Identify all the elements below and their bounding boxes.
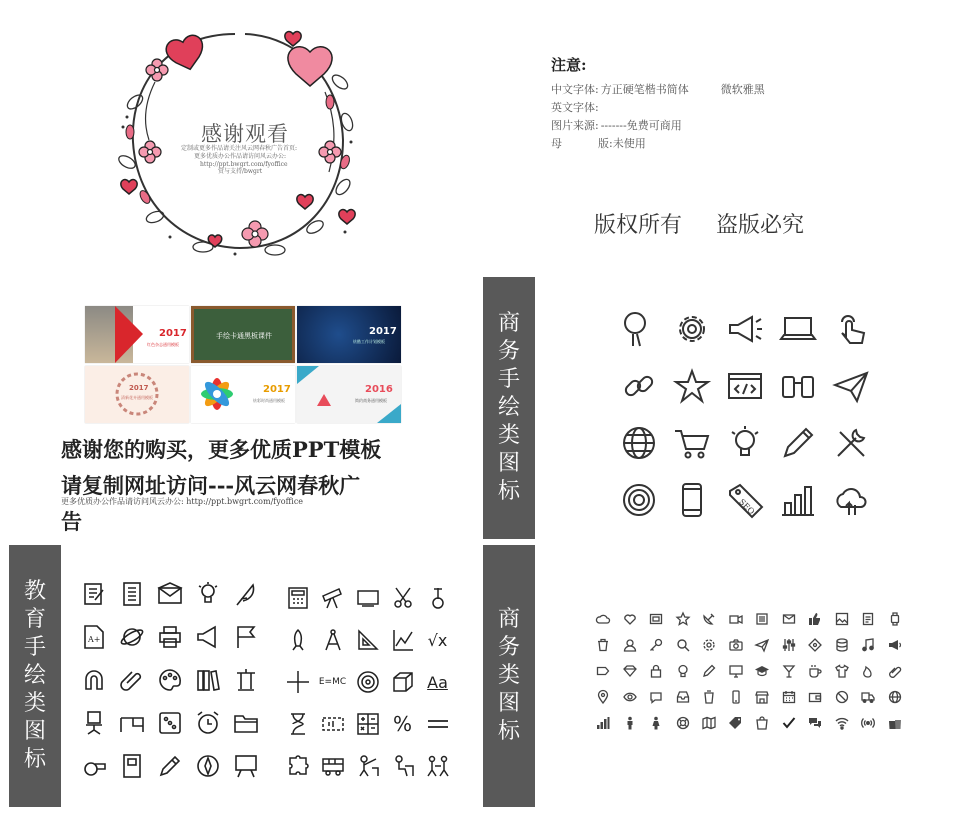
grade-paper-icon [75, 615, 113, 658]
chain-link-icon [612, 357, 665, 414]
business-hand-icon-grid [612, 300, 877, 528]
emc-formula-icon: E=MC [318, 677, 347, 687]
pencil-icon [771, 414, 824, 471]
magnet-icon [75, 658, 113, 701]
alarm-clock-icon [189, 701, 227, 744]
video-camera-icon [723, 606, 750, 632]
inbox-icon [670, 684, 697, 710]
star-icon [665, 357, 718, 414]
line-graph-icon [385, 619, 420, 661]
cube-icon [385, 661, 420, 703]
paperclip-icon [113, 658, 151, 701]
purchase-url: 更多优质办公作品请访问风云办公: http://ppt.bwgrt.com/fyoffice [61, 497, 304, 506]
printer-icon [151, 615, 189, 658]
document-list-icon [113, 572, 151, 615]
thumb-year: 2016 [365, 384, 393, 395]
folder-icon [227, 701, 265, 744]
spiral-icon [350, 661, 385, 703]
shopping-cart-icon [665, 414, 718, 471]
math-operators-icon [350, 703, 385, 745]
drafting-compass-icon [315, 619, 350, 661]
dice-icon [151, 701, 189, 744]
shopping-bags-icon [882, 710, 909, 736]
set-square-icon [350, 619, 385, 661]
target-icon [612, 471, 665, 528]
loudspeaker-icon [882, 632, 909, 658]
label-business-hand-icons: 商务手绘类图标 [483, 277, 535, 539]
palette-icon [151, 658, 189, 701]
planet-icon [113, 615, 151, 658]
thumb-caption: 炫彩时尚通用模板 [253, 398, 285, 403]
truck-icon [855, 684, 882, 710]
storefront-icon [749, 684, 776, 710]
education-icon-grid-right [280, 577, 455, 787]
teacher-icon [350, 745, 385, 787]
chat-bubble-icon [643, 684, 670, 710]
satellite-dish-icon [696, 606, 723, 632]
paper-plane-icon [824, 357, 877, 414]
bulb-icon [670, 658, 697, 684]
template-thumbnail[interactable] [297, 306, 401, 363]
heart-icon [617, 606, 644, 632]
percent-icon: % [392, 712, 412, 736]
notice-value: -------免费可商用 [600, 119, 682, 132]
chat-bubbles-icon [802, 710, 829, 736]
business-icon-grid [590, 606, 908, 736]
coffee-cup-icon [802, 658, 829, 684]
map-icon [696, 710, 723, 736]
cloud-upload-icon [824, 471, 877, 528]
notice-value: 版:未使用 [598, 137, 646, 150]
calendar-icon [776, 684, 803, 710]
magnifier-icon [612, 300, 665, 357]
music-note-icon [855, 632, 882, 658]
price-tag-icon [723, 710, 750, 736]
notice-label: 英文字体: [551, 101, 599, 114]
photo-frame-icon [643, 606, 670, 632]
mail-icon [776, 606, 803, 632]
flask-icon [420, 577, 455, 619]
touch-hand-icon [824, 300, 877, 357]
thumbs-up-icon [802, 606, 829, 632]
location-pin-icon [590, 684, 617, 710]
world-icon [882, 684, 909, 710]
students-group-icon [420, 745, 455, 787]
notice-line [551, 81, 851, 99]
gem-icon [617, 658, 644, 684]
desktop-icon [723, 658, 750, 684]
desk-icon [113, 701, 151, 744]
notice-line [551, 99, 851, 117]
sliders-icon [776, 632, 803, 658]
notice-label: 母 [551, 137, 562, 150]
notice-title: 注意: [551, 56, 587, 74]
wreath-note-line: http://ppt.bwgrt.com/fyoffice [200, 161, 288, 168]
code-window-icon [718, 357, 771, 414]
user-icon [617, 632, 644, 658]
ruled-book-icon [113, 744, 151, 787]
copyright-notice [594, 208, 804, 239]
notice-label: 图片来源: [551, 119, 599, 132]
label-business-icons: 商务类图标 [483, 545, 535, 807]
thumb-caption: 红色杂志通用模板 [147, 342, 179, 347]
thanks-title: 感谢观看 [201, 122, 289, 146]
scissors-icon [385, 577, 420, 619]
watch-icon [882, 606, 909, 632]
laptop-icon [771, 300, 824, 357]
person-female-icon [643, 710, 670, 736]
graduation-cap-icon [749, 658, 776, 684]
template-thumbnail[interactable] [191, 366, 295, 423]
mobile-phone-icon [723, 684, 750, 710]
signal-bars-icon [590, 710, 617, 736]
template-thumbnail[interactable] [85, 306, 189, 363]
database-icon [829, 632, 856, 658]
copyright-left: 版权所有 [594, 213, 683, 238]
bulb-outline-icon [189, 572, 227, 615]
notebook-icon [75, 572, 113, 615]
notice-line [551, 117, 851, 135]
wrench-screwdriver-icon [824, 414, 877, 471]
speaker-horn-icon [189, 615, 227, 658]
binoculars-icon [771, 357, 824, 414]
key-icon [643, 632, 670, 658]
school-bus-icon [315, 745, 350, 787]
font-notice [551, 54, 851, 153]
diamond-tag-icon [802, 632, 829, 658]
notice-value: 方正硬笔楷书简体 [600, 83, 689, 96]
megaphone-icon [718, 300, 771, 357]
office-chair-icon [75, 701, 113, 744]
thumb-year: 2017 [159, 328, 187, 339]
notice-extra: 微软雅黑 [720, 83, 765, 96]
settings-icon [696, 632, 723, 658]
wreath-note-line: 赏与支持/bwgrt [218, 168, 263, 175]
compass-icon [189, 744, 227, 787]
label-education-hand-icons: 教育手绘类图标 [9, 545, 61, 807]
puzzle-icon [280, 745, 315, 787]
gear-icon [665, 300, 718, 357]
no-entry-icon [829, 684, 856, 710]
battery-circuit-icon [315, 703, 350, 745]
thumb-year: 2017 [129, 384, 149, 392]
envelope-icon [151, 572, 189, 615]
search-icon [670, 632, 697, 658]
person-male-icon [617, 710, 644, 736]
camera-icon [723, 632, 750, 658]
template-thumbnail[interactable] [85, 366, 189, 423]
thumb-caption: 清新花卉通用模板 [121, 395, 153, 400]
lectern-icon [227, 658, 265, 701]
label-tag-icon [590, 658, 617, 684]
wreath-note-line: 更多优质办公作品请访问风云办公: [194, 153, 287, 160]
thumb-year: 2017 [263, 384, 291, 395]
education-icon-grid-left [75, 572, 265, 787]
wifi-icon [829, 710, 856, 736]
wreath-note-line: 定制或更多作品请关注风云网春秋广告首页: [181, 145, 298, 152]
thumb-red-shape [115, 306, 143, 363]
crayon-icon [151, 744, 189, 787]
copyright-right: 盗版必究 [716, 213, 805, 238]
attachment-icon [882, 658, 909, 684]
svg-text:A+: A+ [88, 634, 101, 644]
cocktail-icon [776, 658, 803, 684]
lifebuoy-icon [670, 710, 697, 736]
flame-icon [855, 658, 882, 684]
template-thumbnail[interactable] [297, 366, 401, 423]
eye-icon [617, 684, 644, 710]
shopping-bag-icon [749, 710, 776, 736]
books-icon [189, 658, 227, 701]
image-icon [829, 606, 856, 632]
crosshair-icon [280, 661, 315, 703]
square-root-icon: √x [427, 630, 448, 650]
student-desk-icon [385, 745, 420, 787]
notice-label: 中文字体: [551, 83, 599, 96]
thumb-year: 2017 [369, 326, 397, 337]
lock-icon [643, 658, 670, 684]
purchase-line: 请复制网址访问---风云网春秋广 [61, 473, 361, 498]
newspaper-icon [749, 606, 776, 632]
smartphone-icon [665, 471, 718, 528]
trash-icon [590, 632, 617, 658]
wallet-icon [802, 684, 829, 710]
tshirt-icon [829, 658, 856, 684]
equals-icon [420, 703, 455, 745]
bar-chart-icon [771, 471, 824, 528]
seo-tag-icon [718, 471, 771, 528]
globe-icon [612, 414, 665, 471]
notepad-icon [855, 606, 882, 632]
notice-line [551, 135, 851, 153]
purchase-message [61, 432, 421, 540]
whistle-icon [75, 744, 113, 787]
thumb-caption: 手绘卡通黑板课件 [216, 332, 272, 340]
edit-pencil-icon [696, 658, 723, 684]
light-bulb-icon [718, 414, 771, 471]
purchase-line: 感谢您的购买，更多优质PPT模板 [61, 437, 382, 462]
feather-icon [227, 572, 265, 615]
rocket-icon [280, 619, 315, 661]
checkmark-icon [776, 710, 803, 736]
broadcast-icon [855, 710, 882, 736]
monitor-icon [350, 577, 385, 619]
svg-text:SEO: SEO [736, 496, 756, 516]
purchase-line: 告 [61, 509, 82, 534]
font-aa-icon: Aa [427, 672, 448, 692]
hourglass-icon [280, 703, 315, 745]
thumb-caption: 简约商务通用模板 [355, 398, 387, 403]
thumb-caption: 炫酷工作计划模板 [353, 339, 385, 344]
paper-cup-icon [696, 684, 723, 710]
easel-board-icon [227, 744, 265, 787]
template-thumbnail[interactable] [191, 306, 295, 363]
calculator-icon [280, 577, 315, 619]
send-icon [749, 632, 776, 658]
star-outline-icon [670, 606, 697, 632]
flag-icon [227, 615, 265, 658]
telescope-icon [315, 577, 350, 619]
cloud-icon [590, 606, 617, 632]
